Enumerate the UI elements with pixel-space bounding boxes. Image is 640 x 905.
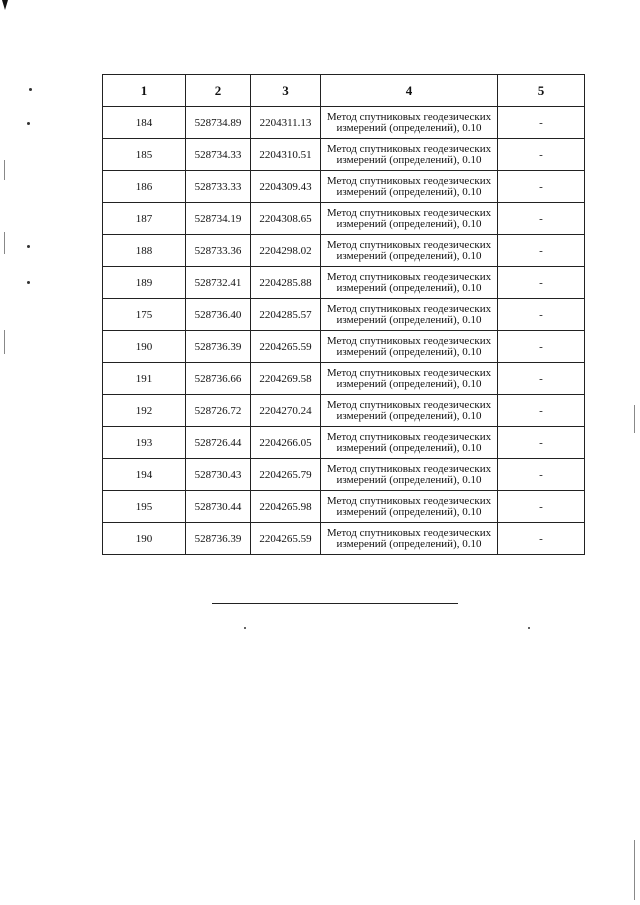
y-coordinate-cell: 2204298.02 xyxy=(251,235,321,267)
method-cell xyxy=(321,203,498,235)
method-cell xyxy=(321,363,498,395)
table-row xyxy=(103,427,585,459)
table-row xyxy=(103,363,585,395)
description-cell: - xyxy=(498,139,585,171)
point-number-cell: 175 xyxy=(103,299,186,331)
method-cell xyxy=(321,171,498,203)
y-coordinate-cell: 2204270.24 xyxy=(251,395,321,427)
point-number-cell: 192 xyxy=(103,395,186,427)
description-cell: - xyxy=(498,171,585,203)
x-coordinate-cell: 528726.44 xyxy=(186,427,251,459)
x-coordinate-cell: 528734.33 xyxy=(186,139,251,171)
point-number-cell: 185 xyxy=(103,139,186,171)
method-line-1: Метод спутниковых геодезических xyxy=(326,462,492,475)
method-line-2: измерений (определений), 0.10 xyxy=(336,153,482,166)
x-coordinate-cell: 528730.43 xyxy=(186,459,251,491)
scan-speck xyxy=(27,122,30,125)
x-coordinate-cell: 528734.89 xyxy=(186,107,251,139)
x-coordinate-cell: 528736.39 xyxy=(186,523,251,555)
column-header-1: 1 xyxy=(103,75,186,107)
method-line-1: Метод спутниковых геодезических xyxy=(326,142,492,155)
method-line-2: измерений (определений), 0.10 xyxy=(336,313,482,326)
point-number-cell: 195 xyxy=(103,491,186,523)
y-coordinate-cell: 2204308.65 xyxy=(251,203,321,235)
method-line-2: измерений (определений), 0.10 xyxy=(336,409,482,422)
x-coordinate-cell: 528733.33 xyxy=(186,171,251,203)
scan-speck xyxy=(27,245,30,248)
point-number-cell: 189 xyxy=(103,267,186,299)
x-coordinate-cell: 528736.40 xyxy=(186,299,251,331)
description-cell: - xyxy=(498,203,585,235)
table-row xyxy=(103,395,585,427)
table-row xyxy=(103,459,585,491)
scan-speck xyxy=(528,627,530,629)
method-cell xyxy=(321,235,498,267)
table-row xyxy=(103,107,585,139)
table-row xyxy=(103,299,585,331)
method-line-1: Метод спутниковых геодезических xyxy=(326,398,492,411)
point-number-cell: 194 xyxy=(103,459,186,491)
scan-edge-line xyxy=(634,840,635,900)
y-coordinate-cell: 2204265.98 xyxy=(251,491,321,523)
x-coordinate-cell: 528733.36 xyxy=(186,235,251,267)
method-line-2: измерений (определений), 0.10 xyxy=(336,377,482,390)
y-coordinate-cell: 2204310.51 xyxy=(251,139,321,171)
column-header-5: 5 xyxy=(498,75,585,107)
method-line-2: измерений (определений), 0.10 xyxy=(336,121,482,134)
y-coordinate-cell: 2204265.59 xyxy=(251,331,321,363)
description-cell: - xyxy=(498,299,585,331)
description-cell: - xyxy=(498,427,585,459)
x-coordinate-cell: 528736.66 xyxy=(186,363,251,395)
column-header-3: 3 xyxy=(251,75,321,107)
point-number-cell: 188 xyxy=(103,235,186,267)
method-cell xyxy=(321,299,498,331)
column-header-4: 4 xyxy=(321,75,498,107)
point-number-cell: 186 xyxy=(103,171,186,203)
description-cell: - xyxy=(498,235,585,267)
point-number-cell: 190 xyxy=(103,331,186,363)
method-line-1: Метод спутниковых геодезических xyxy=(326,366,492,379)
method-line-1: Метод спутниковых геодезических xyxy=(326,174,492,187)
method-line-2: измерений (определений), 0.10 xyxy=(336,345,482,358)
method-line-1: Метод спутниковых геодезических xyxy=(326,238,492,251)
coordinates-table xyxy=(102,74,585,555)
method-cell xyxy=(321,107,498,139)
table-row xyxy=(103,171,585,203)
table-row xyxy=(103,331,585,363)
y-coordinate-cell: 2204285.88 xyxy=(251,267,321,299)
table-row xyxy=(103,235,585,267)
closing-rule-line xyxy=(212,603,458,604)
point-number-cell: 191 xyxy=(103,363,186,395)
x-coordinate-cell: 528726.72 xyxy=(186,395,251,427)
method-line-1: Метод спутниковых геодезических xyxy=(326,494,492,507)
y-coordinate-cell: 2204285.57 xyxy=(251,299,321,331)
y-coordinate-cell: 2204311.13 xyxy=(251,107,321,139)
y-coordinate-cell: 2204265.59 xyxy=(251,523,321,555)
method-line-1: Метод спутниковых геодезических xyxy=(326,334,492,347)
table-row xyxy=(103,267,585,299)
x-coordinate-cell: 528736.39 xyxy=(186,331,251,363)
description-cell: - xyxy=(498,107,585,139)
description-cell: - xyxy=(498,491,585,523)
y-coordinate-cell: 2204309.43 xyxy=(251,171,321,203)
point-number-cell: 187 xyxy=(103,203,186,235)
method-cell xyxy=(321,427,498,459)
method-line-2: измерений (определений), 0.10 xyxy=(336,537,482,550)
method-line-1: Метод спутниковых геодезических xyxy=(326,270,492,283)
method-line-2: измерений (определений), 0.10 xyxy=(336,505,482,518)
method-cell xyxy=(321,395,498,427)
method-line-2: измерений (определений), 0.10 xyxy=(336,473,482,486)
y-coordinate-cell: 2204265.79 xyxy=(251,459,321,491)
method-line-2: измерений (определений), 0.10 xyxy=(336,185,482,198)
point-number-cell: 193 xyxy=(103,427,186,459)
scan-corner-mark xyxy=(2,0,8,10)
method-cell xyxy=(321,331,498,363)
description-cell: - xyxy=(498,331,585,363)
description-cell: - xyxy=(498,363,585,395)
method-cell xyxy=(321,491,498,523)
x-coordinate-cell: 528730.44 xyxy=(186,491,251,523)
method-cell xyxy=(321,459,498,491)
x-coordinate-cell: 528732.41 xyxy=(186,267,251,299)
table-row xyxy=(103,203,585,235)
table-row xyxy=(103,139,585,171)
method-cell xyxy=(321,267,498,299)
method-line-2: измерений (определений), 0.10 xyxy=(336,217,482,230)
scan-edge-line xyxy=(4,232,5,254)
scan-speck xyxy=(29,88,32,91)
method-line-2: измерений (определений), 0.10 xyxy=(336,249,482,262)
column-header-2: 2 xyxy=(186,75,251,107)
method-line-1: Метод спутниковых геодезических xyxy=(326,110,492,123)
method-line-2: измерений (определений), 0.10 xyxy=(336,441,482,454)
table-row xyxy=(103,523,585,555)
method-cell xyxy=(321,139,498,171)
description-cell: - xyxy=(498,395,585,427)
x-coordinate-cell: 528734.19 xyxy=(186,203,251,235)
y-coordinate-cell: 2204269.58 xyxy=(251,363,321,395)
method-line-1: Метод спутниковых геодезических xyxy=(326,206,492,219)
point-number-cell: 184 xyxy=(103,107,186,139)
scan-speck xyxy=(244,627,246,629)
method-line-1: Метод спутниковых геодезических xyxy=(326,526,492,539)
method-line-1: Метод спутниковых геодезических xyxy=(326,302,492,315)
description-cell: - xyxy=(498,267,585,299)
method-line-2: измерений (определений), 0.10 xyxy=(336,281,482,294)
scan-speck xyxy=(27,281,30,284)
scan-edge-line xyxy=(634,405,635,433)
scan-edge-line xyxy=(4,160,5,180)
point-number-cell: 190 xyxy=(103,523,186,555)
scan-edge-line xyxy=(4,330,5,354)
method-line-1: Метод спутниковых геодезических xyxy=(326,430,492,443)
table-header-row xyxy=(103,75,585,107)
description-cell: - xyxy=(498,523,585,555)
y-coordinate-cell: 2204266.05 xyxy=(251,427,321,459)
description-cell: - xyxy=(498,459,585,491)
method-cell xyxy=(321,523,498,555)
table-row xyxy=(103,491,585,523)
